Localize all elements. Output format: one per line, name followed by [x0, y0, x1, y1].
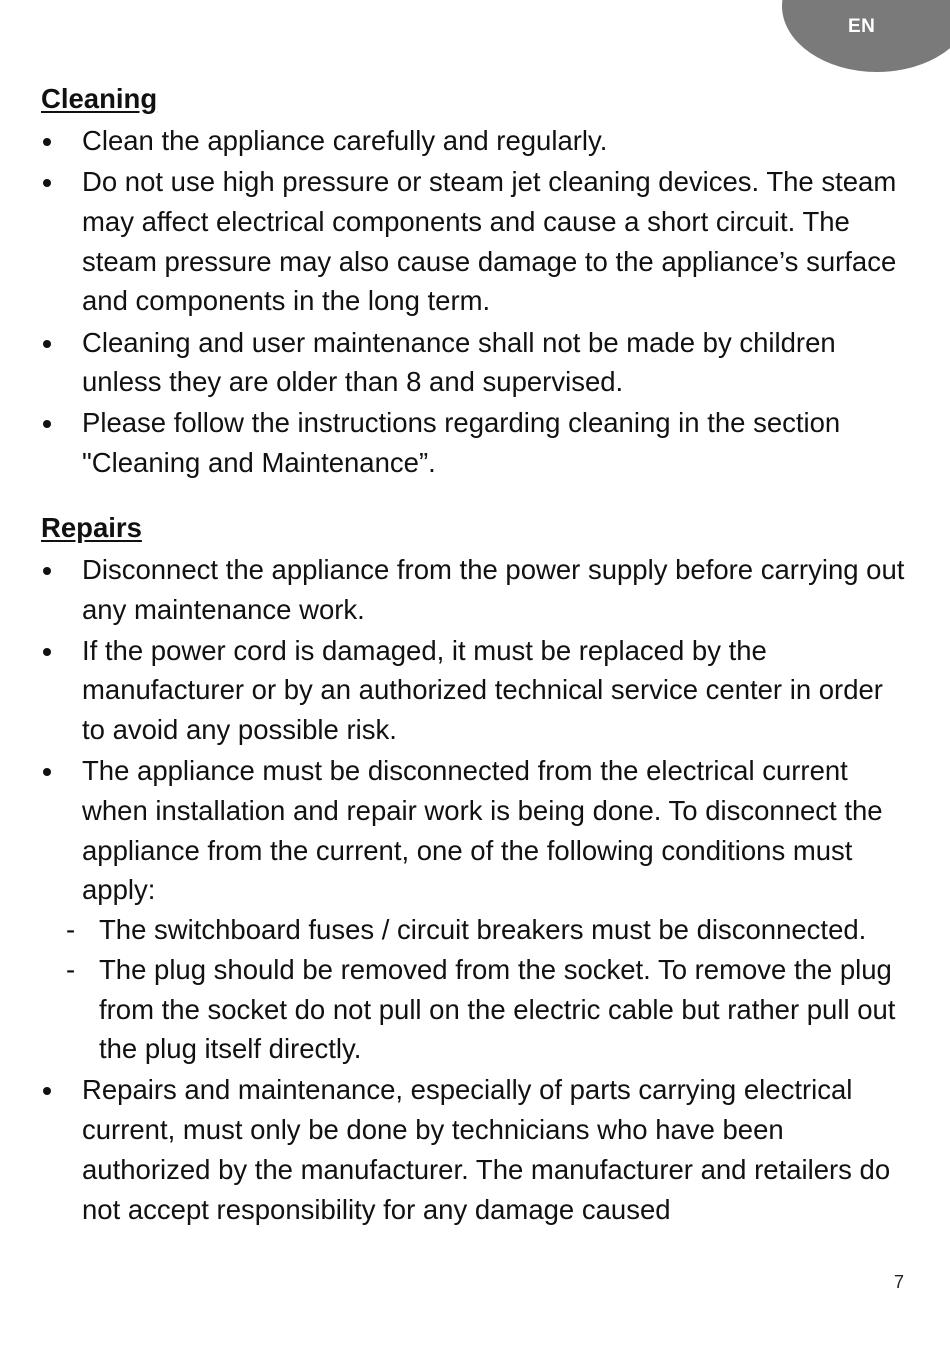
repairs-list [41, 550, 911, 1229]
bullet-icon [43, 567, 51, 575]
sub-list-item [58, 950, 911, 1069]
page-number: 7 [894, 1272, 905, 1292]
cleaning-list [41, 121, 911, 483]
bullet-icon [43, 1087, 51, 1095]
list-item-text: The appliance must be disconnected from the electrical current when installation and repair work is being done. To disconnect the appliance from the current, one of the following conditions must apply: [82, 755, 883, 906]
list-item [41, 751, 911, 1069]
bullet-icon [43, 138, 51, 146]
language-badge-label: EN [848, 16, 876, 37]
sub-list-item [58, 910, 911, 950]
bullet-icon [43, 648, 51, 656]
dash-marker: - [66, 953, 76, 985]
list-item-text: Clean the appliance carefully and regularly. [82, 125, 608, 156]
list-item-text: Do not use high pressure or steam jet cleaning devices. The steam may affect electrical components and cause a short circuit. The steam pressure may also cause damage to the appliance’s surface and components in the long term. [82, 166, 897, 317]
list-item [41, 631, 911, 750]
bullet-icon [43, 768, 51, 776]
list-item [41, 162, 911, 321]
list-item [41, 550, 911, 629]
list-item-text: Repairs and maintenance, especially of parts carrying electrical current, must only be done by technicians who have been authorized by the manufacturer. The manufacturer and retailers do not accept responsibility for any damage caused [82, 1074, 891, 1225]
sub-list-item-text: The switchboard fuses / circuit breakers must be disconnected. [99, 914, 867, 946]
list-item [41, 1070, 911, 1229]
bullet-icon [43, 420, 51, 428]
page-content [41, 78, 911, 1231]
dash-marker: - [66, 914, 76, 946]
sub-list-item-text: The plug should be removed from the socket. To remove the plug from the socket do not pull on the electric cable but rather pull out the plug itself directly. [99, 953, 896, 1065]
list-item-text: Cleaning and user maintenance shall not be made by children unless they are older than 8 and supervised. [82, 326, 836, 398]
list-item [41, 403, 911, 482]
conditions-sublist [58, 910, 911, 1069]
list-item-text: Disconnect the appliance from the power supply before carrying out any maintenance work. [82, 553, 905, 625]
bullet-icon [43, 340, 51, 348]
list-item-text: Please follow the instructions regarding cleaning in the section "Cleaning and Maintenance”. [82, 407, 841, 479]
cleaning-heading: Cleaning [41, 83, 158, 114]
bullet-icon [43, 179, 51, 187]
list-item-text: If the power cord is damaged, it must be replaced by the manufacturer or by an authorized technical service center in order to avoid any possible risk. [82, 634, 883, 746]
repairs-heading: Repairs [41, 511, 142, 543]
list-item [41, 121, 911, 161]
list-item [41, 323, 911, 402]
